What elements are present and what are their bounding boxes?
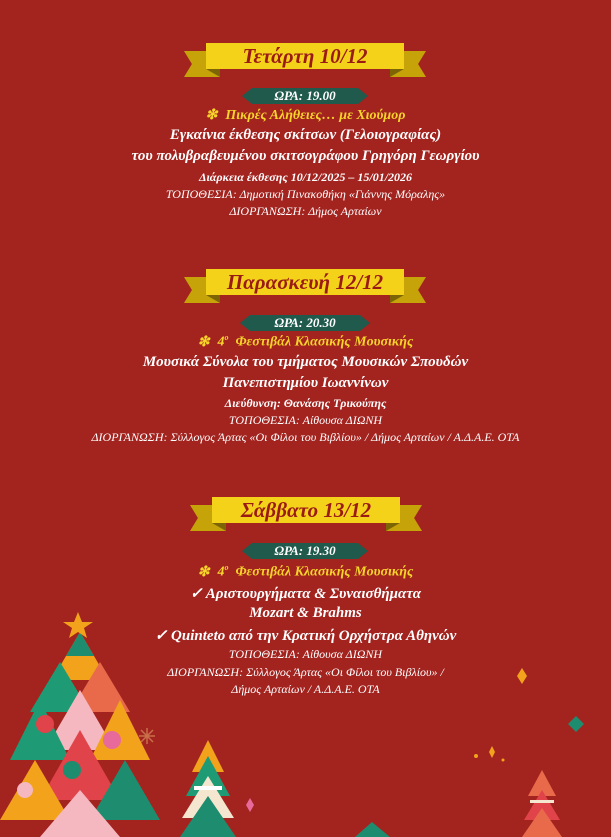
day-banner-saturday [212,497,400,531]
big-tree-icon [0,612,160,837]
event-organizer: ΔΙΟΡΓΑΝΩΣΗ: Σύλλογος Άρτας «Οι Φίλοι του Βιβλίου» / Δήμος Αρταίων / Α.Δ.Α.Ε. ΟΤΑ [91,430,520,444]
event-organizer-continued: Δήμος Αρταίων / Α.Δ.Α.Ε. ΟΤΑ [231,682,380,696]
event-location: ΤΟΠΟΘΕΣΙΑ: Αίθουσα ΔΙΩΝΗ [228,413,383,427]
event-title-text: Φεστιβάλ Κλασικής Μουσικής [235,334,414,350]
event-title-text: Πικρές Αλήθειες… με Χιούμορ [225,108,406,123]
event-description-line: ✓ Quinteto από την Κρατική Ορχήστρα Αθηνών [154,628,457,644]
event-time-badge: ΩΡΑ: 19.00 [252,88,358,104]
snowflake-icon [139,728,155,744]
day-banner-text: Σάββατο 13/12 [212,497,400,523]
small-tree-icon [180,740,236,837]
day-banner-wednesday [206,43,404,77]
sparkle-bullet-icon: ❇ [205,108,218,123]
day-banner-friday [206,269,404,303]
right-tree-icon [522,770,562,837]
event-director: Διεύθυνση: Θανάσης Τρικούπης [224,396,387,410]
event-description-line: Mozart & Brahms [249,605,362,621]
festival-number-suffix: ο [224,333,229,342]
event-time-badge: ΩΡΑ: 19.30 [252,543,358,559]
sparkle-bullet-icon: ❇ [197,334,210,350]
day-banner-text: Παρασκευή 12/12 [206,269,404,295]
event-description-line: ✓ Αριστουργήματα & Συναισθήματα [189,586,422,602]
event-description-line: Πανεπιστημίου Ιωαννίνων [222,375,389,391]
event-description-line: Εγκαίνια έκθεσης σκίτσων (Γελοιογραφίας) [169,127,442,143]
event-description-line: Μουσικά Σύνολα του τμήματος Μουσικών Σπουδών [142,354,469,370]
event-organizer: ΔΙΟΡΓΑΝΩΣΗ: Δήμος Αρταίων [229,204,382,218]
event-title [0,563,611,581]
event-title-text: Φεστιβάλ Κλασικής Μουσικής [235,564,414,580]
event-location: ΤΟΠΟΘΕΣΙΑ: Αίθουσα ΔΙΩΝΗ [228,647,383,661]
sparkle-bullet-icon: ❇ [197,564,210,580]
event-description-line: του πολυβραβευμένου σκιτσογράφου Γρηγόρη Γεωργίου [131,148,480,164]
event-organizer: ΔΙΟΡΓΑΝΩΣΗ: Σύλλογος Άρτας «Οι Φίλοι του Βιβλίου» / [167,665,444,679]
festival-number-suffix: ο [224,563,229,572]
day-banner-text: Τετάρτη 10/12 [206,43,404,69]
event-duration: Διάρκεια έκθεσης 10/12/2025 – 15/01/2026 [198,170,413,184]
event-title [0,107,611,124]
festival-number: 4 [217,564,225,580]
event-location: ΤΟΠΟΘΕΣΙΑ: Δημοτική Πινακοθήκη «Γιάννης Μόραλης» [165,187,446,201]
event-title [0,333,611,351]
event-time-badge: ΩΡΑ: 20.30 [250,315,360,331]
festival-number: 4 [217,334,225,350]
